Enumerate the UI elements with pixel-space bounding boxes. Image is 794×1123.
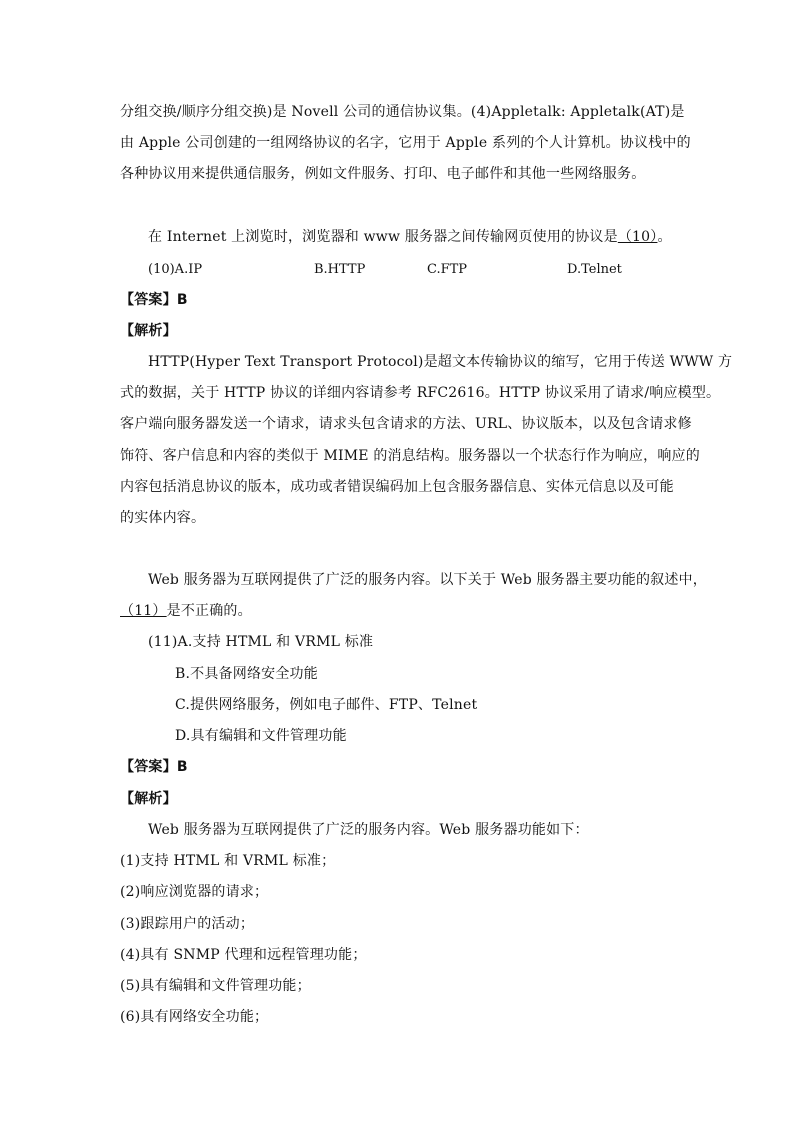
intro-line-2: 由 Apple 公司创建的一组网络协议的名字，它用于 Apple 系列的个人计算机。协议栈中的 (120, 135, 691, 151)
q11-answer-value: B (176, 759, 188, 775)
q10-stem-prefix: 在 Internet 上浏览时，浏览器和 www 服务器之间传输网页使用的协议是 (148, 229, 618, 245)
intro-line-3: 各种协议用来提供通信服务，例如文件服务、打印、电子邮件和其他一些网络服务。 (120, 166, 646, 182)
q11-analysis-intro: Web 服务器为互联网提供了广泛的服务内容。Web 服务器功能如下： (148, 822, 589, 838)
q10-analysis-line-3: 客户端向服务器发送一个请求，请求头包含请求的方法、URL、协议版本，以及包含请求修 (120, 416, 692, 432)
q11-answer-label: 【答案】 (120, 759, 177, 775)
q10-option-c: C.FTP (427, 262, 468, 277)
q11-option-d: D.具有编辑和文件管理功能 (175, 728, 347, 744)
q11-stem-line-2 (120, 601, 252, 621)
q11-stem-line-1: Web 服务器为互联网提供了广泛的服务内容。以下关于 Web 服务器主要功能的叙述中， (148, 572, 707, 588)
q11-function-6: (6)具有网络安全功能； (120, 1009, 269, 1025)
q10-analysis-line-2: 式的数据，关于 HTTP 协议的详细内容请参考 RFC2616。HTTP 协议采用了请求/响应模型。 (120, 385, 721, 401)
q11-function-4: (4)具有 SNMP 代理和远程管理功能； (120, 947, 367, 963)
q10-answer (120, 290, 188, 310)
q11-stem-suffix: 是不正确的。 (166, 603, 252, 619)
q10-answer-label: 【答案】 (120, 292, 177, 308)
q11-option-b: B.不具备网络安全功能 (175, 666, 318, 682)
q11-function-1: (1)支持 HTML 和 VRML 标准； (120, 853, 336, 869)
q11-analysis-label-text: 【解析】 (120, 791, 177, 807)
q10-analysis-line-4: 饰符、客户信息和内容的类似于 MIME 的消息结构。服务器以一个状态行作为响应，响应的 (120, 448, 700, 464)
q10-stem (148, 227, 672, 247)
q10-analysis-line-1: HTTP(Hyper Text Transport Protocol)是超文本传输协议的缩写，它用于传送 WWW 方 (148, 354, 733, 370)
q10-blank: （10） (617, 229, 658, 245)
q11-analysis-label (120, 789, 177, 809)
q10-analysis-label-text: 【解析】 (120, 323, 177, 339)
q10-answer-value: B (176, 292, 188, 308)
q11-blank: （11） (120, 603, 167, 619)
q10-option-d: D.Telnet (567, 262, 622, 277)
q10-analysis-line-5: 内容包括消息协议的版本，成功或者错误编码加上包含服务器信息、实体元信息以及可能 (120, 479, 674, 495)
q10-stem-suffix: 。 (657, 229, 672, 245)
q11-function-5: (5)具有编辑和文件管理功能； (120, 978, 311, 994)
q11-function-3: (3)跟踪用户的活动； (120, 916, 255, 932)
q10-option-b: B.HTTP (314, 262, 366, 277)
q11-answer (120, 757, 188, 777)
q10-analysis-line-6: 的实体内容。 (120, 510, 206, 526)
q10-option-a: (10)A.IP (148, 262, 203, 277)
q11-option-a: (11)A.支持 HTML 和 VRML 标准 (148, 634, 374, 650)
q11-function-2: (2)响应浏览器的请求； (120, 884, 269, 900)
q10-analysis-label (120, 321, 177, 341)
q11-option-c: C.提供网络服务，例如电子邮件、FTP、Telnet (175, 697, 478, 713)
intro-line-1: 分组交换/顺序分组交换)是 Novell 公司的通信协议集。(4)Appletalk: Appletalk(AT)是 (120, 104, 685, 120)
